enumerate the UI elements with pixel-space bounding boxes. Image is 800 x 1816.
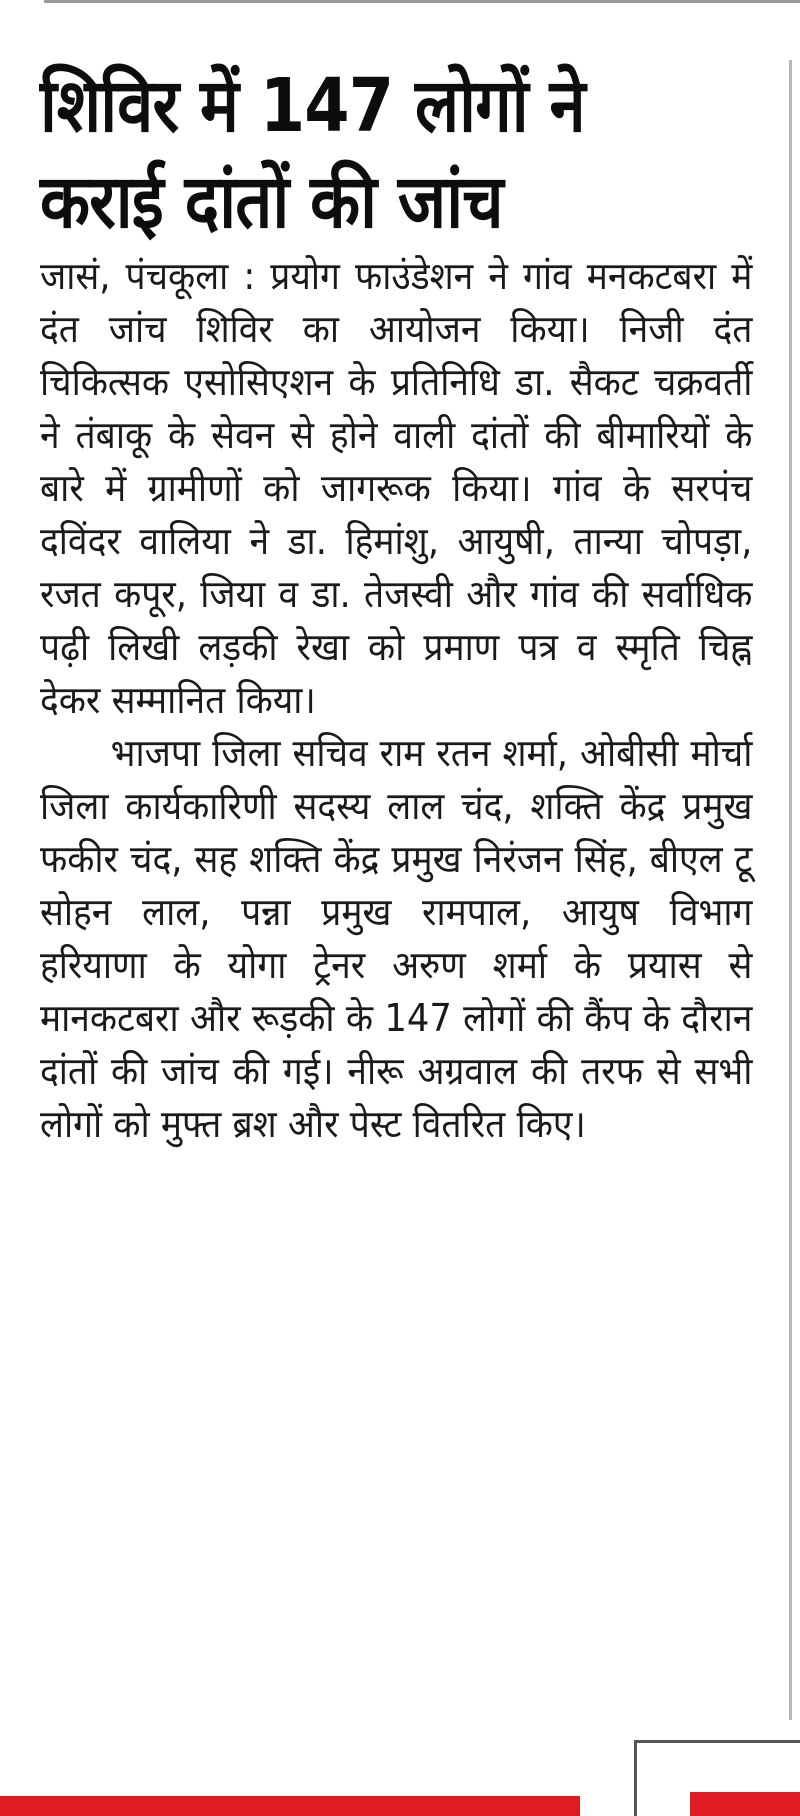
article-body bbox=[40, 250, 752, 1151]
right-column-rule bbox=[789, 60, 792, 1720]
headline-line-1: शिविर में 147 लोगों ने bbox=[40, 63, 585, 149]
red-banner-right bbox=[690, 1792, 800, 1816]
red-banner-left bbox=[0, 1796, 580, 1816]
article-paragraph-2: भाजपा जिला सचिव राम रतन शर्मा, ओबीसी मोर्चा जिला कार्यकारिणी सदस्य लाल चंद, शक्ति केंद्र प्रमुख फकीर चंद, सह शक्ति केंद्र प्रमुख निरंजन सिंह, बीएल टू सोहन लाल, पन्ना प्रमुख रामपाल, आयुष विभाग हरियाणा के योगा ट्रेनर अरुण शर्मा के प्रयास से मानकटबरा और रूड़की के 147 लोगों की कैंप के दौरान दांतों की जांच की गई। नीरू अग्रवाल की तरफ से सभी लोगों को मुफ्त ब्रश और पेस्ट वितरित किए। bbox=[40, 731, 753, 1146]
top-rule bbox=[44, 0, 800, 3]
news-article bbox=[40, 58, 752, 1151]
article-headline bbox=[40, 58, 753, 250]
article-paragraph-1: जासं, पंचकूला : प्रयोग फाउंडेशन ने गांव मनकटबरा में दंत जांच शिविर का आयोजन किया। निजी दंत चिकित्सक एसोसिएशन के प्रतिनिधि डा. सैकट चक्रवर्ती ने तंबाकू के सेवन से होने वाली दांतों की बीमारियों के बारे में ग्रामीणों को जागरूक किया। गांव के सरपंच दविंदर वालिया ने डा. हिमांशु, आयुषी, तान्या चोपड़ा, रजत कपूर, जिया व डा. तेजस्वी और गांव की सर्वाधिक पढ़ी लिखी लड़की रेखा को प्रमाण पत्र व स्मृति चिह्न देकर सम्मानित किया। bbox=[40, 254, 753, 722]
headline-line-2: कराई दांतों की जांच bbox=[40, 159, 503, 245]
